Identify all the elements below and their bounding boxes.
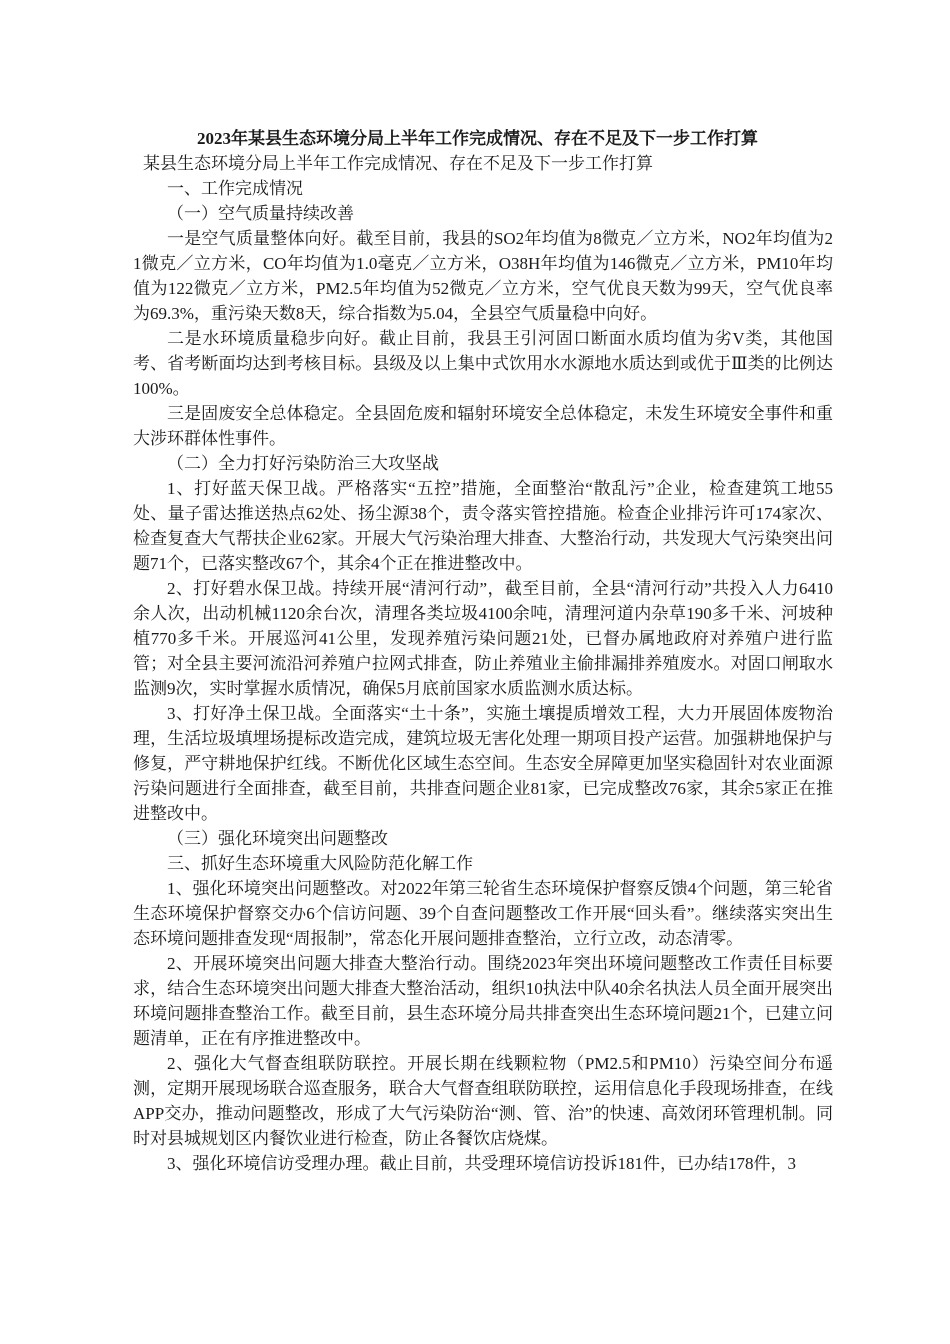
document-content [133, 126, 833, 1176]
paragraph-water-quality: 二是水环境质量稳步向好。截止目前，我县王引河固口断面水质均值为劣V类，其他国考、省考断面均达到考核目标。县级及以上集中式饮用水水源地水质达到或优于Ⅲ类的比例达100%。 [133, 329, 833, 398]
paragraph-air-quality: 一是空气质量整体向好。截至目前，我县的SO2年均值为8微克／立方米，NO2年均值为21微克／立方米，CO年均值为1.0毫克／立方米，O38H年均值为146微克／立方米，PM10年均值为122微克／立方米，PM2.5年均值为52微克／立方米，空气优良天数为99天，空气优良率为69.3%，重污染天数8天，综合指数为5.04，全县空气质量稳中向好。 [133, 229, 833, 323]
page-subtitle: 某县生态环境分局上半年工作完成情况、存在不足及下一步工作打算 [143, 154, 653, 173]
paragraph-clean-soil-battle: 3、打好净土保卫战。全面落实“土十条”，实施土壤提质增效工程，大力开展固体废物治理，生活垃圾填埋场提标改造完成，建筑垃圾无害化处理一期项目投产运营。加强耕地保护与修复，严守耕地保护红线。不断优化区域生态空间。生态安全屏障更加坚实稳固针对农业面源污染问题进行全面排查，截至目前，共排查问题企业81家，已完成整改76家，其余5家正在推进整改中。 [133, 704, 833, 823]
page-title: 2023年某县生态环境分局上半年工作完成情况、存在不足及下一步工作打算 [197, 129, 758, 148]
heading-sub-1-air-quality: （一）空气质量持续改善 [167, 204, 354, 223]
heading-sub-3-rectification: （三）强化环境突出问题整改 [167, 829, 388, 848]
paragraph-air-joint-control: 2、强化大气督查组联防联控。开展长期在线颗粒物（PM2.5和PM10）污染空间分布遥测，定期开展现场联合巡查服务，联合大气督查组联防联控，运用信息化手段现场排查，在线APP交办，推动问题整改，形成了大气污染防治“测、管、治”的快速、高效闭环管理机制。同时对县城规划区内餐饮业进行检查，防止各餐饮店烧煤。 [133, 1054, 833, 1148]
paragraph-clear-water-battle: 2、打好碧水保卫战。持续开展“清河行动”，截至目前，全县“清河行动”共投入人力6410余人次，出动机械1120余台次，清理各类垃圾4100余吨，清理河道内杂草190多千米、河坡种植770多千米。开展巡河41公里，发现养殖污染问题21处，已督办属地政府对养殖户进行监管；对全县主要河流沿河养殖户拉网式排查，防止养殖业主偷排漏排养殖废水。对固口闸取水监测9次，实时掌握水质情况，确保5月底前国家水质监测水质达标。 [133, 579, 833, 698]
paragraph-problem-rectification: 1、强化环境突出问题整改。对2022年第三轮省生态环境保护督察反馈4个问题，第三轮省生态环境保护督察交办6个信访问题、39个自查问题整改工作开展“回头看”。继续落实突出生态环境问题排查发现“周报制”，常态化开展问题排查整治，立行立改，动态清零。 [133, 879, 833, 948]
heading-section-3-risk: 三、抓好生态环境重大风险防范化解工作 [167, 854, 473, 873]
paragraph-blue-sky-battle: 1、打好蓝天保卫战。严格落实“五控”措施，全面整治“散乱污”企业，检查建筑工地55处、量子雷达推送热点62处、扬尘源38个，责令落实管控措施。检查企业排污许可174家次、检查复查大气帮扶企业62家。开展大气污染治理大排查、大整治行动，共发现大气污染突出问题71个，已落实整改67个，其余4个正在推进整改中。 [133, 479, 833, 573]
paragraph-inspection-campaign: 2、开展环境突出问题大排查大整治行动。围绕2023年突出环境问题整改工作责任目标要求，结合生态环境突出问题大排查大整治活动，组织10执法中队40余名执法人员全面开展突出环境问题排查整治工作。截至目前，县生态环境分局共排查突出生态环境问题21个，已建立问题清单，正在有序推进整改中。 [133, 954, 833, 1048]
paragraph-petition-handling: 3、强化环境信访受理办理。截止目前，共受理环境信访投诉181件，已办结178件，3 [167, 1154, 796, 1173]
heading-section-1: 一、工作完成情况 [167, 179, 303, 198]
paragraph-solid-waste: 三是固废安全总体稳定。全县固危废和辐射环境安全总体稳定，未发生环境安全事件和重大涉环群体性事件。 [133, 404, 833, 448]
heading-sub-2-pollution-battles: （二）全力打好污染防治三大攻坚战 [167, 454, 439, 473]
